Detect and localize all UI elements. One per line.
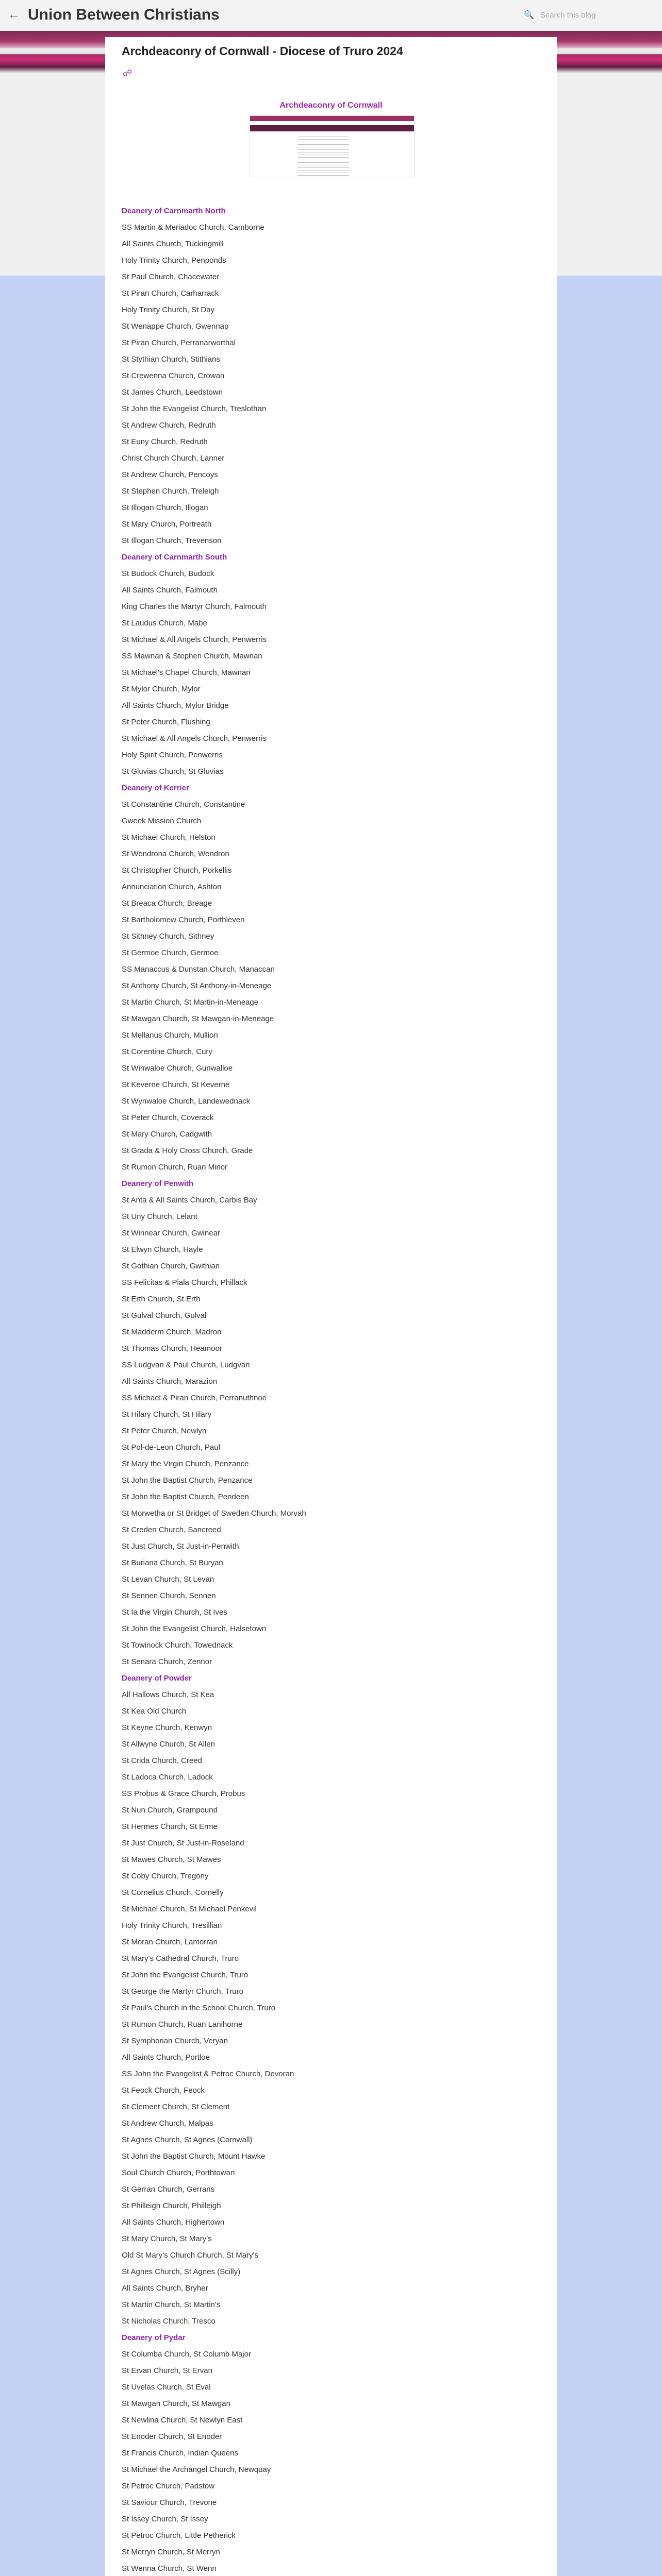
share-icon[interactable]: ☍ <box>123 68 133 78</box>
church-item: St Mary Church, St Mary's <box>122 2234 212 2243</box>
search-placeholder: Search this blog <box>540 11 596 20</box>
church-item: St Ervan Church, St Ervan <box>122 2366 212 2375</box>
church-item: St Michael Church, St Michael Penkevil <box>122 1905 257 1913</box>
church-item: St Constantine Church, Constantine <box>122 800 245 809</box>
church-item: St Piran Church, Perranarworthal <box>122 338 236 347</box>
church-item: St Uny Church, Lelant <box>122 1212 197 1221</box>
church-item: St Keverne Church, St Keverne <box>122 1080 230 1089</box>
church-item: St Mylor Church, Mylor <box>122 685 201 693</box>
church-item: St Laudus Church, Mabe <box>122 619 207 628</box>
church-item: St Bartholomew Church, Porthleven <box>122 916 245 924</box>
church-item: St Sithney Church, Sithney <box>122 932 214 941</box>
church-item: St Francis Church, Indian Queens <box>122 2449 238 2458</box>
church-item: St Peter Church, Flushing <box>122 718 210 726</box>
church-item: St John the Baptist Church, Pendeen <box>122 1493 249 1501</box>
church-item: SS Manaccus & Dunstan Church, Manaccan <box>122 965 275 974</box>
church-item: St Stephen Church, Treleigh <box>122 487 219 496</box>
church-item: St Michael Church, Helston <box>122 833 216 842</box>
search-icon[interactable]: 🔍 <box>524 11 534 20</box>
church-item: St Stythian Church, Stithians <box>122 355 220 364</box>
church-item: St Wendrona Church, Wendron <box>122 850 229 858</box>
church-item: St Christopher Church, Porkellis <box>122 866 232 875</box>
church-item: St Mary's Cathedral Church, Truro <box>122 1954 239 1963</box>
church-item: St Petroc Church, Little Petherick <box>122 2531 236 2540</box>
church-item: St Agnes Church, St Agnes (Scilly) <box>122 2267 241 2276</box>
church-item: SS Ludgvan & Paul Church, Ludgvan <box>122 1361 250 1369</box>
church-item: SS Probus & Grace Church, Probus <box>122 1789 245 1798</box>
church-item: St Mellanus Church, Mullion <box>122 1031 218 1040</box>
search-input[interactable] <box>524 9 606 22</box>
church-item: St Rumon Church, Ruan Lanihorne <box>122 2020 243 2029</box>
church-item: St James Church, Leedstown <box>122 388 223 397</box>
church-item: Holy Trinity Church, St Day <box>122 306 215 314</box>
church-item: St Illogan Church, Illogan <box>122 503 208 512</box>
church-item: Holy Spirit Church, Penwerris <box>122 751 223 759</box>
church-item: St Gerran Church, Gerrans <box>122 2185 215 2194</box>
church-item: St Hermes Church, St Erme <box>122 1822 218 1831</box>
church-item: St Just Church, St Just-in-Roseland <box>122 1839 244 1848</box>
church-item: St Agnes Church, St Agnes (Cornwall) <box>122 2136 253 2144</box>
church-item: All Saints Church, Mylor Bridge <box>122 701 229 710</box>
church-item: St Andrew Church, Malpas <box>122 2119 213 2128</box>
back-arrow-icon[interactable]: ← <box>8 8 20 22</box>
deanery-heading: Deanery of Carnmarth South <box>122 553 227 562</box>
church-item: St Peter Church, Newlyn <box>122 1427 207 1435</box>
church-item: Soul Church Church, Porthtowan <box>122 2168 235 2177</box>
church-item: St Moran Church, Lamorran <box>122 1938 218 1946</box>
church-item: St Grada & Holy Cross Church, Grade <box>122 1146 253 1155</box>
church-item: St Andrew Church, Pencoys <box>122 470 218 479</box>
church-item: St Corentine Church, Cury <box>122 1047 212 1056</box>
church-item: St Coby Church, Tregony <box>122 1872 209 1880</box>
church-item: St Winnear Church, Gwinear <box>122 1229 220 1238</box>
church-item: St John the Baptist Church, Penzance <box>122 1476 253 1485</box>
church-item: St Piran Church, Carharrack <box>122 289 219 298</box>
church-item: St Symphorian Church, Veryan <box>122 2037 228 2045</box>
inner-heading: Archdeaconry of Cornwall <box>279 101 383 110</box>
church-item: All Hallows Church, St Kea <box>122 1690 214 1699</box>
church-item: St Levan Church, St Levan <box>122 1575 214 1584</box>
church-list <box>122 203 539 2576</box>
church-item: St Newlina Church, St Newlyn East <box>122 2416 243 2425</box>
church-item: St Clement Church, St Clement <box>122 2103 230 2111</box>
deanery-heading: Deanery of Carnmarth North <box>122 207 226 215</box>
church-item: St Merryn Church, St Merryn <box>122 2548 220 2556</box>
church-item: St Andrew Church, Redruth <box>122 421 216 430</box>
church-item: St Budock Church, Budock <box>122 569 214 578</box>
church-item: St Illogan Church, Trevenson <box>122 536 222 545</box>
church-item: St Keyne Church, Kenwyn <box>122 1723 212 1732</box>
church-item: St Thomas Church, Heamoor <box>122 1344 222 1353</box>
post-title: Archdeaconry of Cornwall - Diocese of Truro 2024 <box>122 44 403 58</box>
church-item: St Ia the Virgin Church, St Ives <box>122 1608 227 1617</box>
church-item: St Gulval Church, Gulval <box>122 1311 207 1320</box>
church-item: SS Martin & Meriadoc Church, Camborne <box>122 223 264 232</box>
church-item: St Mary the Virgin Church, Penzance <box>122 1460 249 1468</box>
church-item: St Anta & All Saints Church, Carbis Bay <box>122 1196 257 1205</box>
church-item: Holy Trinity Church, Penponds <box>122 256 226 265</box>
church-item: St Mary Church, Portreath <box>122 520 212 529</box>
church-item: St Madderm Church, Madron <box>122 1328 222 1336</box>
church-item: St Issey Church, St Issey <box>122 2515 208 2523</box>
church-item: St Allwyne Church, St Allen <box>122 1740 215 1749</box>
church-item: St Wynwaloe Church, Landewednack <box>122 1097 251 1106</box>
church-item: St Mawes Church, St Mawes <box>122 1855 221 1864</box>
church-item: St Morwetha or St Bridget of Sweden Church, Morvah <box>122 1509 306 1518</box>
church-item: St Gothian Church, Gwithian <box>122 1262 220 1270</box>
church-item: Annunciation Church, Ashton <box>122 883 222 891</box>
church-item: St Just Church, St Just-in-Penwith <box>122 1542 239 1551</box>
church-item: SS Felicitas & Piala Church, Phillack <box>122 1278 247 1287</box>
church-item: All Saints Church, Highertown <box>122 2218 225 2227</box>
church-item: St Wenna Church, St Wenn <box>122 2564 217 2573</box>
church-item: St Michael & All Angels Church, Penwerris <box>122 635 267 644</box>
church-item: St Columba Church, St Columb Major <box>122 2350 251 2359</box>
church-item: St Crida Church, Creed <box>122 1756 202 1765</box>
church-item: Old St Mary's Church Church, St Mary's <box>122 2251 258 2260</box>
church-item: All Saints Church, Falmouth <box>122 586 218 595</box>
church-item: St Michael the Archangel Church, Newquay <box>122 2465 271 2474</box>
site-title[interactable]: Union Between Christians <box>28 6 220 23</box>
church-item: St Mawgan Church, St Mawgan <box>122 2399 230 2408</box>
church-item: St Martin Church, St Martin's <box>122 2300 221 2309</box>
church-item: Gweek Mission Church <box>122 817 202 825</box>
church-item: St Gluvias Church, St Gluvias <box>122 767 224 776</box>
church-item: St Creden Church, Sancreed <box>122 1526 221 1534</box>
church-item: St John the Evangelist Church, Halsetown <box>122 1624 267 1633</box>
church-item: St Petroc Church, Padstow <box>122 2482 215 2490</box>
deanery-heading: Deanery of Pydar <box>122 2333 186 2342</box>
church-item: St Uvelas Church, St Eval <box>122 2383 211 2392</box>
church-item: St Michael & All Angels Church, Penwerris <box>122 734 267 743</box>
church-item: St Michael's Chapel Church, Mawnan <box>122 668 251 677</box>
church-item: St Hilary Church, St Hilary <box>122 1410 212 1419</box>
church-item: St Nicholas Church, Tresco <box>122 2317 216 2326</box>
church-item: St Paul Church, Chacewater <box>122 273 220 281</box>
top-bar <box>0 0 662 31</box>
church-item: St Crewenna Church, Crowan <box>122 371 225 380</box>
church-item: St Ladoca Church, Ladock <box>122 1773 213 1782</box>
church-item: SS Mawnan & Stephen Church, Mawnan <box>122 652 262 660</box>
church-item: St Towinock Church, Towednack <box>122 1641 233 1650</box>
church-item: St John the Baptist Church, Mount Hawke <box>122 2152 266 2161</box>
church-item: St Senara Church, Zennor <box>122 1657 212 1666</box>
church-item: St John the Evangelist Church, Truro <box>122 1971 249 1979</box>
church-item: St Anthony Church, St Anthony-in-Meneage <box>122 981 272 990</box>
church-item: St Paul's Church in the School Church, Truro <box>122 2004 276 2012</box>
church-item: All Saints Church, Marazion <box>122 1377 218 1386</box>
church-item: St Germoe Church, Germoe <box>122 948 219 957</box>
church-item: St Rumon Church, Ruan Minor <box>122 1163 228 1172</box>
church-item: St Pol-de-Leon Church, Paul <box>122 1443 220 1452</box>
church-item: St Peter Church, Coverack <box>122 1113 214 1122</box>
church-item: St Feock Church, Feock <box>122 2086 205 2095</box>
church-item: St Mary Church, Cadgwith <box>122 1130 212 1139</box>
church-item: St Mawgan Church, St Mawgan-in-Meneage <box>122 1014 274 1023</box>
church-item: St Cornelius Church, Cornelly <box>122 1888 224 1897</box>
church-item: St Wenappe Church, Gwennap <box>122 322 229 331</box>
church-item: All Saints Church, Tuckingmill <box>122 240 224 248</box>
deanery-heading: Deanery of Powder <box>122 1674 192 1683</box>
church-item: St Elwyn Church, Hayle <box>122 1245 203 1254</box>
church-item: All Saints Church, Bryher <box>122 2284 208 2293</box>
church-item: St Erth Church, St Erth <box>122 1295 201 1303</box>
deanery-heading: Deanery of Kerrier <box>122 784 189 792</box>
church-item: SS John the Evangelist & Petroc Church, Devoran <box>122 2070 294 2078</box>
deanery-heading: Deanery of Penwith <box>122 1179 194 1188</box>
church-item: King Charles the Martyr Church, Falmouth <box>122 602 267 611</box>
church-item: St Winwaloe Church, Gunwalloe <box>122 1064 233 1073</box>
church-item: SS Michael & Piran Church, Perranuthnoe <box>122 1394 267 1402</box>
church-item: St Enoder Church, St Enoder <box>122 2432 222 2441</box>
church-item: All Saints Church, Portloe <box>122 2053 210 2062</box>
church-item: St Sennen Church, Sennen <box>122 1591 216 1600</box>
church-item: St Nun Church, Grampound <box>122 1806 218 1815</box>
church-item: St George the Martyr Church, Truro <box>122 1987 243 1996</box>
church-item: St Martin Church, St Martin-in-Meneage <box>122 998 259 1007</box>
church-item: St Buriana Church, St Buryan <box>122 1558 223 1567</box>
church-item: St Kea Old Church <box>122 1707 187 1716</box>
header-thumbnail-image[interactable] <box>250 115 415 177</box>
church-item: St Philleigh Church, Philleigh <box>122 2201 221 2210</box>
church-item: St Breaca Church, Breage <box>122 899 212 908</box>
church-item: St Euny Church, Redruth <box>122 437 208 446</box>
church-item: Holy Trinity Church, Tresillian <box>122 1921 222 1930</box>
church-item: St John the Evangelist Church, Treslothan <box>122 404 267 413</box>
church-item: Christ Church Church, Lanner <box>122 454 225 463</box>
church-item: St Saviour Church, Trevone <box>122 2498 217 2507</box>
post-card <box>105 37 557 2576</box>
